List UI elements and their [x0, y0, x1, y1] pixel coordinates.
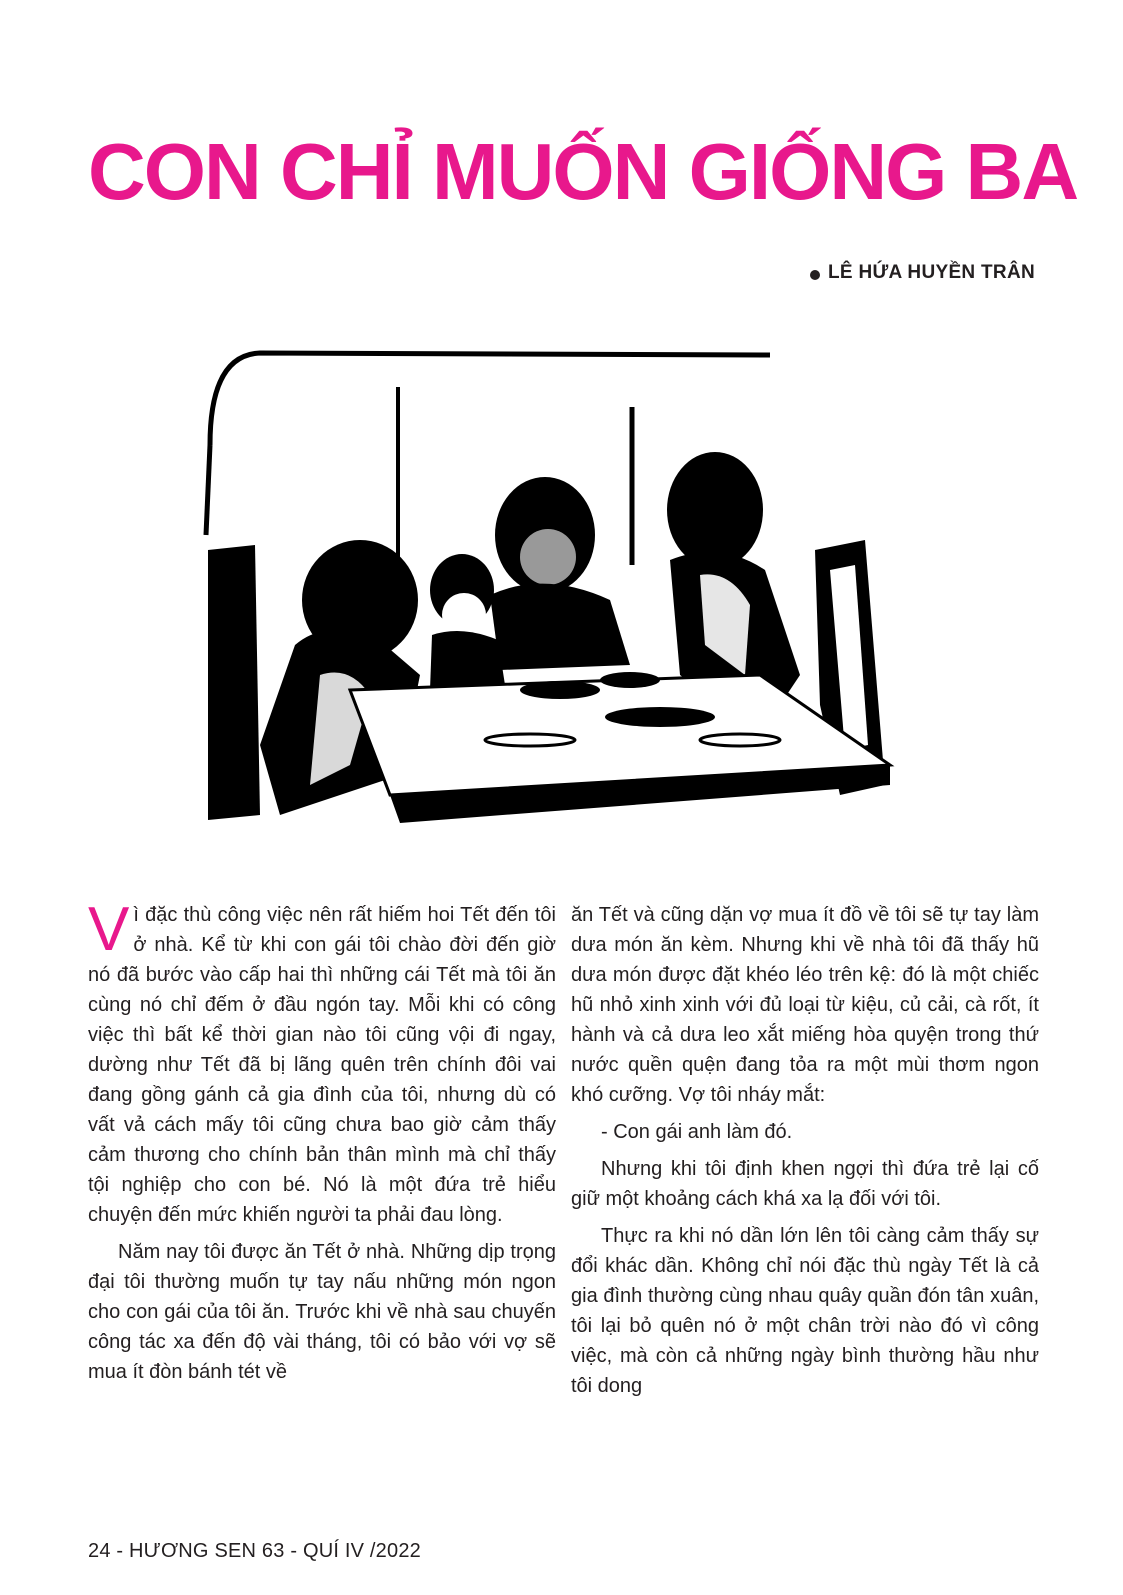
article-title: CON CHỈ MUỐN GIỐNG BA — [88, 127, 1078, 216]
dialogue-line: - Con gái anh làm đó. — [601, 1121, 793, 1143]
paragraph: Nhưng khi tôi định khen ngợi thì đứa trẻ lại cố giữ một khoảng cách khá xa lạ đối với tôi. — [571, 1158, 1039, 1210]
paragraph: Thực ra khi nó dần lớn lên tôi càng cảm thấy sự đổi khác dần. Không chỉ nói đặc thù ngày Tết là cả gia đình thường cùng nhau quây quần đón tân xuân, tôi lại bỏ quên nó ở một chân trời nào đó vì công việc, mà còn cả những ngày bình thường hầu như tôi dong — [571, 1225, 1039, 1397]
paragraph-text: ì đặc thù công việc nên rất hiếm hoi Tết đến tôi ở nhà. Kể từ khi con gái tôi chào đời đến giờ nó đã bước vào cấp hai thì những cái Tết mà tôi ăn cùng nó chỉ đếm ở đầu ngón tay. Mỗi khi có công việc thì bất kể thời gian nào tôi cũng vội đi ngay, dường như Tết đã bị lãng quên trên chính đôi vai đang gồng gánh cả gia đình của tôi, nhưng dù có vất vả cách mấy tôi cũng chưa bao giờ cảm thấy cảm thương cho chính bản thân mình mà chỉ thấy tội nghiệp cho con bé. Nó là một đứa trẻ hiểu chuyện đến mức khiến người ta phải đau lòng. — [88, 904, 556, 1226]
family-dinner-illustration — [200, 345, 920, 835]
article-column-right — [571, 900, 1039, 1408]
paragraph: Năm nay tôi được ăn Tết ở nhà. Những dịp trọng đại tôi thường muốn tự tay nấu những món ngon cho con gái của tôi ăn. Trước khi về nhà sau chuyến công tác xa đến độ vài tháng, tôi có bảo với vợ sẽ mua ít đòn bánh tét về — [88, 1241, 556, 1383]
bullet-icon — [810, 270, 820, 280]
author-byline — [810, 262, 1035, 284]
article-column-left — [88, 895, 556, 1394]
page-footer: 24 - HƯƠNG SEN 63 - QUÍ IV /2022 — [88, 1540, 421, 1562]
author-name: LÊ HỨA HUYỀN TRÂN — [828, 262, 1035, 283]
paragraph — [88, 895, 556, 1230]
paragraph: ăn Tết và cũng dặn vợ mua ít đồ về tôi sẽ tự tay làm dưa món ăn kèm. Nhưng khi về nhà tôi đã thấy hũ dưa món được đặt khéo léo trên kệ: đó là một chiếc hũ nhỏ xinh xinh với đủ loại từ kiệu, củ cải, cà rốt, ít hành và cả dưa leo xắt miếng hòa quyện trong thứ nước quền quện đang tỏa ra một mùi thơm ngon khó cưỡng. Vợ tôi nháy mắt: — [571, 904, 1039, 1106]
drop-cap: V — [88, 895, 130, 964]
